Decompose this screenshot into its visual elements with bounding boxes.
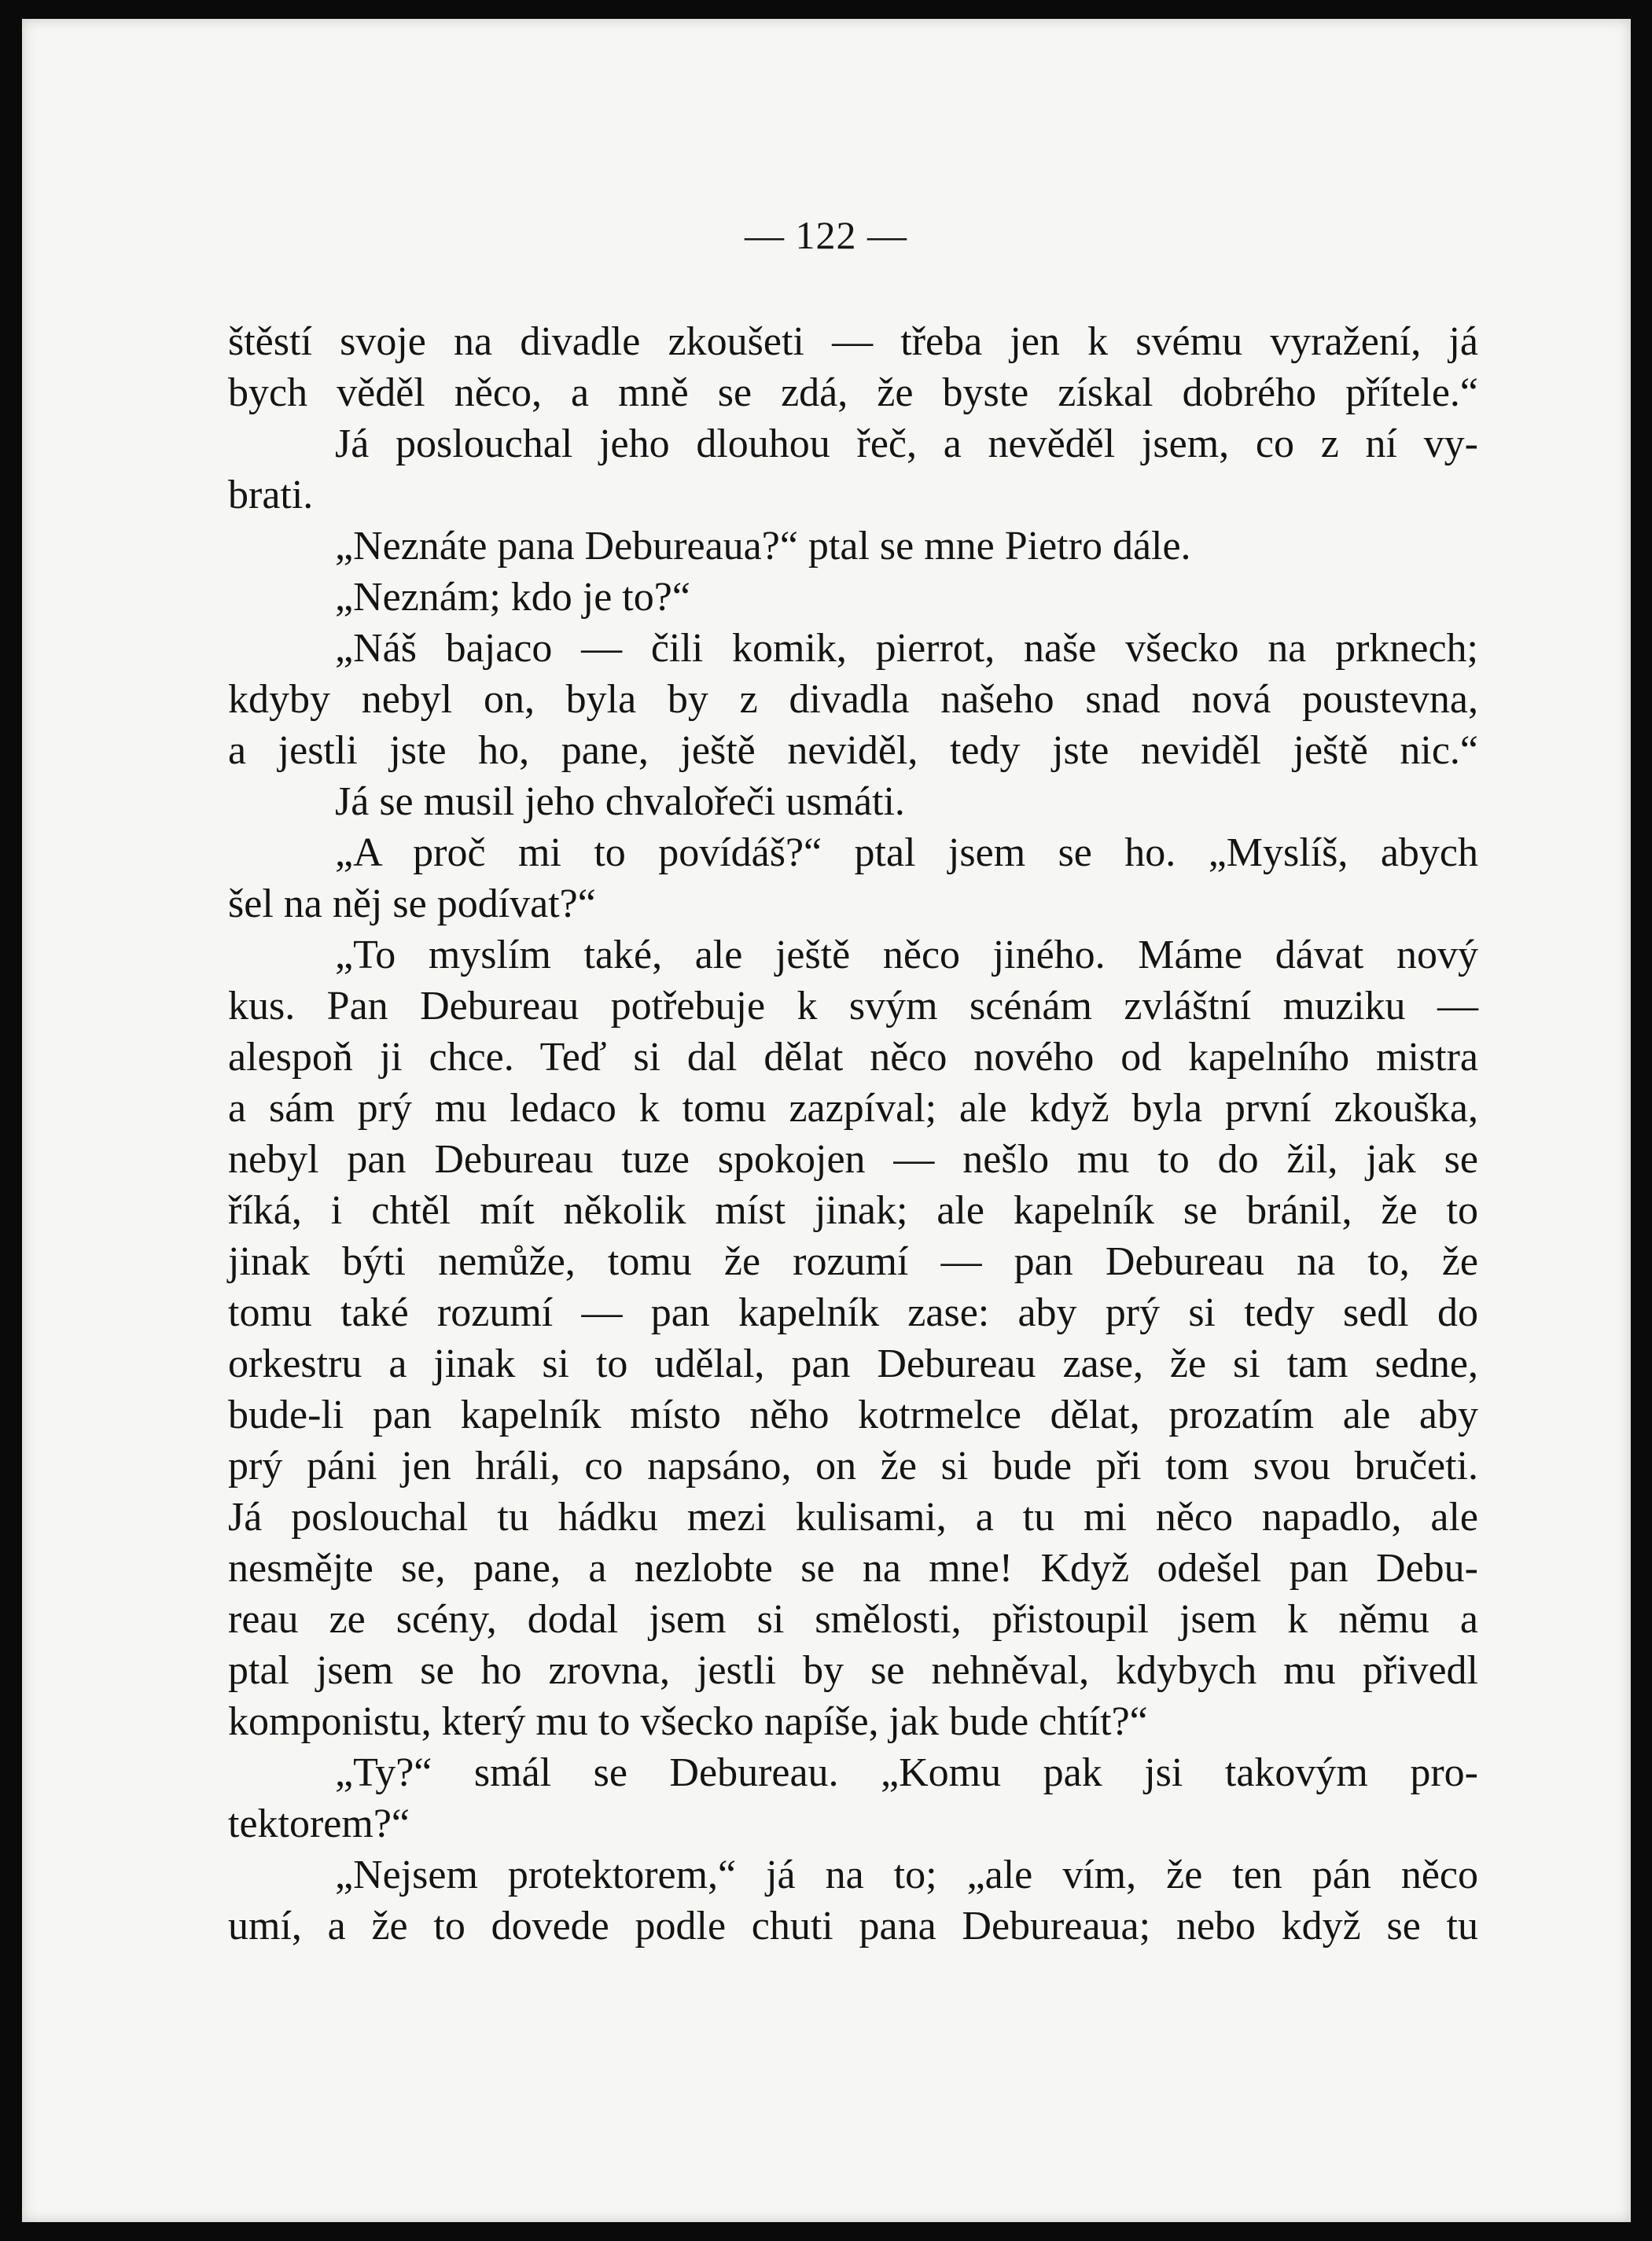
body-text xyxy=(228,316,1478,1952)
text-line: jinak býti nemůže, tomu že rozumí — pan Debureau na to, že xyxy=(228,1239,1478,1284)
text-line: a sám prý mu ledaco k tomu zazpíval; ale když byla první zkouška, xyxy=(228,1086,1478,1131)
text-line: Já poslouchal tu hádku mezi kulisami, a tu mi něco napadlo, ale xyxy=(228,1495,1478,1540)
text-line: nesmějte se, pane, a nezlobte se na mne! Když odešel pan Debu- xyxy=(228,1546,1478,1591)
text-line: „Neznáte pana Debureaua?“ ptal se mne Pietro dále. xyxy=(335,524,1191,569)
text-line: kdyby nebyl on, byla by z divadla našeho snad nová poustevna, xyxy=(228,677,1478,722)
page-number: — 122 — xyxy=(745,213,907,257)
text-line: „To myslím také, ale ještě něco jiného. Máme dávat nový xyxy=(335,933,1478,977)
text-line: šel na něj se podívat?“ xyxy=(228,881,596,926)
text-line: říká, i chtěl mít několik míst jinak; ale kapelník se bránil, že to xyxy=(228,1188,1478,1233)
text-line: Já se musil jeho chvalořeči usmáti. xyxy=(335,779,905,824)
text-line: prý páni jen hráli, co napsáno, on že si bude při tom svou bručeti. xyxy=(228,1444,1478,1488)
text-line: komponistu, který mu to všecko napíše, jak bude chtít?“ xyxy=(228,1699,1148,1744)
text-line: „Náš bajaco — čili komik, pierrot, naše všecko na prknech; xyxy=(335,626,1478,671)
text-line: „Ty?“ smál se Debureau. „Komu pak jsi takovým pro- xyxy=(335,1750,1478,1795)
text-line: bych věděl něco, a mně se zdá, že byste získal dobrého přítele.“ xyxy=(228,370,1478,415)
text-line: tektorem?“ xyxy=(228,1801,410,1846)
text-line: brati. xyxy=(228,473,314,517)
text-line: „Neznám; kdo je to?“ xyxy=(335,575,690,620)
text-line: ptal jsem se ho zrovna, jestli by se nehněval, kdybych mu přivedl xyxy=(228,1648,1478,1693)
text-line: štěstí svoje na divadle zkoušeti — třeba jen k svému vyražení, já xyxy=(228,319,1478,364)
text-line: nebyl pan Debureau tuze spokojen — nešlo mu to do žil, jak se xyxy=(228,1137,1478,1182)
text-line: „Nejsem protektorem,“ já na to; „ale vím, že ten pán něco xyxy=(335,1853,1478,1897)
text-line: Já poslouchal jeho dlouhou řeč, a nevěděl jsem, co z ní vy- xyxy=(335,421,1478,466)
text-line: a jestli jste ho, pane, ještě neviděl, tedy jste neviděl ještě nic.“ xyxy=(228,728,1478,773)
text-line: tomu také rozumí — pan kapelník zase: aby prý si tedy sedl do xyxy=(228,1290,1478,1335)
text-line: umí, a že to dovede podle chuti pana Debureaua; nebo když se tu xyxy=(228,1904,1478,1948)
text-line: „A proč mi to povídáš?“ ptal jsem se ho. „Myslíš, abych xyxy=(335,830,1478,875)
text-line: kus. Pan Debureau potřebuje k svým scénám zvláštní muziku — xyxy=(228,984,1478,1029)
text-line: bude-li pan kapelník místo něho kotrmelce dělat, prozatím ale aby xyxy=(228,1393,1478,1437)
text-line: orkestru a jinak si to udělal, pan Debureau zase, že si tam sedne, xyxy=(228,1341,1478,1386)
text-line: alespoň ji chce. Teď si dal dělat něco nového od kapelního mistra xyxy=(228,1035,1478,1080)
text-line: reau ze scény, dodal jsem si smělosti, přistoupil jsem k němu a xyxy=(228,1597,1478,1642)
